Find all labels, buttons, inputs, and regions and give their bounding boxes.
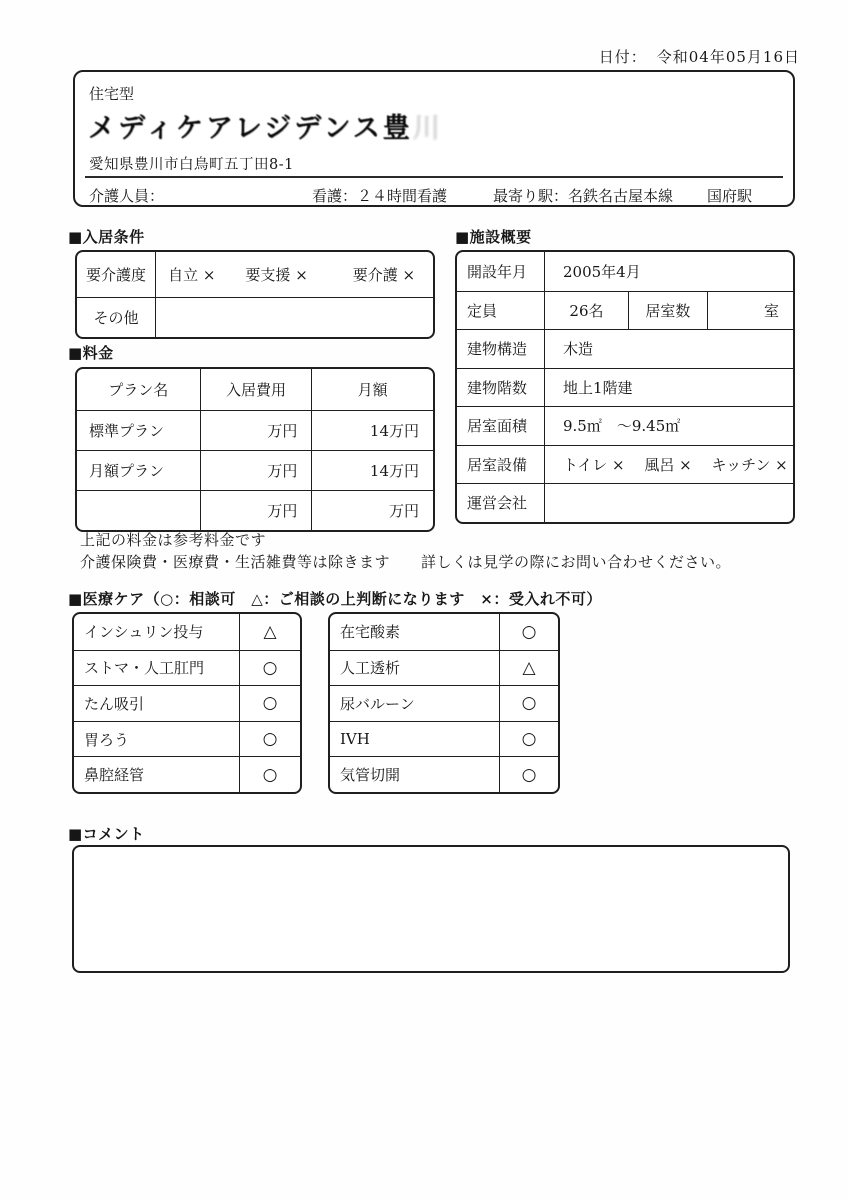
opened-value: 2005年4月 <box>544 252 793 291</box>
section-title-medical-care: ■医療ケア（○：相談可 △：ご相談の上判断になります ×：受入れ不可） <box>68 590 602 608</box>
table-row <box>457 445 793 484</box>
medical-item-label: 鼻腔経管 <box>84 766 145 785</box>
table-header-row <box>77 369 433 410</box>
date-label: 日付： <box>598 48 647 66</box>
table-row <box>77 410 433 450</box>
table-row <box>77 297 433 337</box>
capacity-value: 26名 <box>544 292 628 330</box>
nearest-station-label: 最寄り駅：名鉄名古屋本線 <box>493 187 674 205</box>
medical-item-label: 人工透析 <box>340 659 401 678</box>
plan-name: 標準プラン <box>89 422 165 440</box>
medical-item-mark: △ <box>239 614 300 650</box>
section-title-fees: ■料金 <box>68 344 114 362</box>
medical-item-label: 尿バルーン <box>340 694 415 713</box>
table-row <box>457 406 793 445</box>
equipment-label: 居室設備 <box>467 455 528 474</box>
medical-item-label: たん吸引 <box>84 694 145 713</box>
other-value <box>155 298 433 337</box>
medical-item-mark: ○ <box>499 686 558 721</box>
table-row <box>457 291 793 330</box>
table-row <box>330 721 558 757</box>
staff-info-row <box>75 184 793 208</box>
header-divider <box>85 176 783 178</box>
facility-name <box>88 106 443 145</box>
medical-item-label: ストマ・人工肛門 <box>84 659 205 678</box>
medical-item-label: IVH <box>340 730 370 749</box>
table-row <box>457 329 793 368</box>
medical-item-mark: ○ <box>239 757 300 792</box>
table-row <box>77 450 433 490</box>
medical-item-label: 胃ろう <box>84 730 130 749</box>
facility-overview-table <box>455 250 795 524</box>
fee-note-1: 上記の料金は参考料金です <box>80 531 267 549</box>
table-row <box>77 490 433 530</box>
medical-item-mark: ○ <box>499 757 558 792</box>
table-row <box>457 252 793 291</box>
table-row <box>74 721 300 757</box>
monthly-fee: 14万円 <box>311 451 433 490</box>
date-value: 令和04年05月16日 <box>656 48 800 66</box>
move-in-fee: 万円 <box>200 491 312 530</box>
table-row <box>74 614 300 650</box>
medical-care-table-right <box>328 612 560 794</box>
facility-type-label: 住宅型 <box>89 85 135 103</box>
nursing-label: 看護：２４時間看護 <box>312 187 448 205</box>
medical-item-label: 在宅酸素 <box>340 623 401 642</box>
facility-header-box <box>73 70 795 207</box>
monthly-fee-header: 月額 <box>311 369 433 410</box>
structure-value: 木造 <box>544 330 793 368</box>
section-title-comment: ■コメント <box>68 825 145 843</box>
facility-name-faint-char: 川 <box>412 113 443 144</box>
plan-name: 月額プラン <box>89 462 165 480</box>
table-row <box>330 614 558 650</box>
floors-label: 建物階数 <box>467 378 528 397</box>
comment-box <box>72 845 790 973</box>
medical-item-label: インシュリン投与 <box>84 623 204 642</box>
fee-note-2: 介護保険費・医療費・生活雑費等は除きます 詳しくは見学の際にお問い合わせください。 <box>80 553 732 571</box>
move-in-fee-header: 入居費用 <box>200 369 312 410</box>
table-row <box>330 685 558 721</box>
fees-table <box>75 367 435 532</box>
structure-label: 建物構造 <box>467 340 528 359</box>
care-staff-label: 介護人員： <box>89 187 165 205</box>
area-value: 9.5㎡ ～9.45㎡ <box>544 407 793 445</box>
table-row <box>330 650 558 686</box>
table-row <box>77 252 433 297</box>
section-title-facility: ■施設概要 <box>455 228 532 246</box>
facility-name-text: メディケアレジデンス豊 <box>88 113 413 144</box>
medical-item-mark: ○ <box>239 651 300 686</box>
rooms-label: 居室数 <box>628 292 707 330</box>
medical-item-mark: ○ <box>499 614 558 650</box>
table-row <box>457 368 793 407</box>
move-in-fee: 万円 <box>200 411 312 450</box>
equipment-value: トイレ × 風呂 × キッチン × <box>544 446 793 484</box>
date-line <box>599 46 800 67</box>
other-label: その他 <box>93 309 139 327</box>
table-row <box>74 756 300 792</box>
medical-item-mark: ○ <box>499 722 558 757</box>
station-name: 国府駅 <box>707 187 753 205</box>
medical-item-mark: ○ <box>239 686 300 721</box>
opened-label: 開設年月 <box>467 262 528 281</box>
monthly-fee: 14万円 <box>311 411 433 450</box>
plan-name <box>77 491 200 530</box>
operator-value <box>544 484 793 522</box>
move-in-fee: 万円 <box>200 451 312 490</box>
table-row <box>74 685 300 721</box>
facility-address: 愛知県豊川市白鳥町五丁田8-1 <box>89 157 294 173</box>
medical-item-label: 気管切開 <box>340 766 401 785</box>
section-title-admission: ■入居条件 <box>68 228 145 246</box>
medical-care-table-left <box>72 612 302 794</box>
floors-value: 地上1階建 <box>544 369 793 407</box>
medical-item-mark: △ <box>499 651 558 686</box>
table-row <box>74 650 300 686</box>
medical-item-mark: ○ <box>239 722 300 757</box>
care-level-label: 要介護度 <box>86 266 147 284</box>
operator-label: 運営会社 <box>467 494 528 513</box>
area-label: 居室面積 <box>467 417 528 436</box>
care-level-value: 自立 × 要支援 × 要介護 × <box>155 252 433 297</box>
plan-name-header: プラン名 <box>108 381 169 399</box>
table-row <box>330 756 558 792</box>
rooms-value: 室 <box>707 292 793 330</box>
table-row <box>457 483 793 522</box>
admission-conditions-table <box>75 250 435 339</box>
monthly-fee: 万円 <box>311 491 433 530</box>
capacity-label: 定員 <box>467 301 498 320</box>
